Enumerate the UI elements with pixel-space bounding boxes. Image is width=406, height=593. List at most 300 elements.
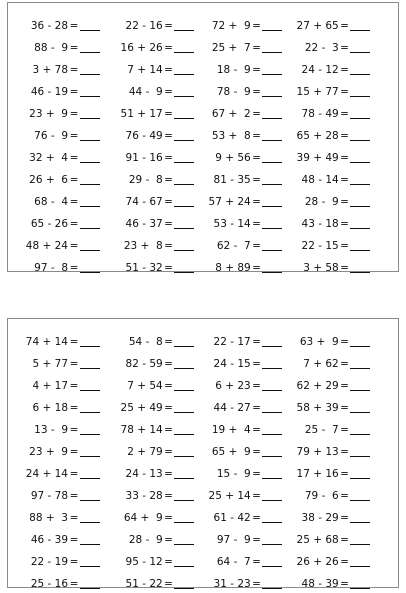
equals-sign: = (340, 262, 349, 274)
answer-blank[interactable] (174, 534, 194, 545)
answer-blank[interactable] (350, 512, 370, 523)
answer-blank[interactable] (174, 20, 194, 31)
answer-blank[interactable] (174, 578, 194, 589)
answer-blank[interactable] (262, 424, 282, 435)
answer-blank[interactable] (262, 358, 282, 369)
equals-sign: = (69, 64, 79, 76)
equals-sign: = (164, 336, 173, 348)
exercise-expression: 74 - 67 (125, 196, 163, 208)
exercise-item (106, 549, 194, 571)
answer-blank[interactable] (174, 174, 194, 185)
answer-blank[interactable] (262, 20, 282, 31)
exercise-item (282, 571, 370, 593)
exercise-item (10, 417, 106, 439)
answer-blank[interactable] (262, 152, 282, 163)
exercise-expression: 3 + 58 (303, 262, 339, 274)
exercise-expression: 22 - 16 (125, 20, 163, 32)
exercise-item (10, 101, 106, 123)
equals-sign: = (252, 64, 261, 76)
answer-blank[interactable] (350, 490, 370, 501)
exercise-expression: 4 + 17 (32, 380, 68, 392)
exercise-expression: 68 - 4 (34, 196, 68, 208)
exercise-grid (8, 13, 400, 277)
exercise-expression: 36 - 28 (30, 20, 68, 32)
answer-blank[interactable] (174, 240, 194, 251)
equals-sign: = (340, 446, 349, 458)
answer-blank[interactable] (80, 262, 100, 273)
exercise-item (282, 527, 370, 549)
answer-blank[interactable] (350, 86, 370, 97)
equals-sign: = (252, 20, 261, 32)
answer-blank[interactable] (262, 468, 282, 479)
equals-sign: = (69, 108, 79, 120)
answer-blank[interactable] (262, 556, 282, 567)
exercise-expression: 53 + 8 (211, 130, 251, 142)
equals-sign: = (69, 556, 79, 568)
answer-blank[interactable] (80, 468, 100, 479)
exercise-expression: 79 + 13 (296, 446, 339, 458)
equals-sign: = (252, 174, 261, 186)
answer-blank[interactable] (262, 512, 282, 523)
answer-blank[interactable] (350, 64, 370, 75)
exercise-expression: 13 - 9 (34, 424, 68, 436)
equals-sign: = (252, 218, 261, 230)
answer-blank[interactable] (80, 152, 100, 163)
equals-sign: = (252, 556, 261, 568)
exercise-expression: 72 + 9 (211, 20, 251, 32)
answer-blank[interactable] (262, 218, 282, 229)
answer-blank[interactable] (80, 534, 100, 545)
answer-blank[interactable] (174, 446, 194, 457)
exercise-expression: 57 + 24 (208, 196, 251, 208)
exercise-expression: 15 + 77 (296, 86, 339, 98)
answer-blank[interactable] (174, 218, 194, 229)
equals-sign: = (340, 64, 349, 76)
exercise-expression: 97 - 9 (216, 534, 251, 546)
exercise-expression: 78 - 49 (301, 108, 339, 120)
exercise-item (10, 373, 106, 395)
equals-sign: = (252, 108, 261, 120)
exercise-item (10, 233, 106, 255)
answer-blank[interactable] (350, 174, 370, 185)
exercise-expression: 44 - 27 (213, 402, 251, 414)
equals-sign: = (69, 578, 79, 590)
equals-sign: = (69, 380, 79, 392)
exercise-item (106, 395, 194, 417)
answer-blank[interactable] (80, 402, 100, 413)
exercise-item (10, 483, 106, 505)
answer-blank[interactable] (80, 174, 100, 185)
exercise-expression: 64 + 9 (123, 512, 163, 524)
equals-sign: = (340, 578, 349, 590)
equals-sign: = (252, 402, 261, 414)
equals-sign: = (340, 556, 349, 568)
equals-sign: = (164, 218, 173, 230)
exercise-expression: 15 - 9 (216, 468, 251, 480)
exercise-item (194, 329, 282, 351)
exercise-expression: 8 + 89 (215, 262, 251, 274)
equals-sign: = (69, 468, 79, 480)
equals-sign: = (69, 424, 79, 436)
equals-sign: = (69, 196, 79, 208)
equals-sign: = (252, 240, 261, 252)
equals-sign: = (69, 446, 79, 458)
answer-blank[interactable] (174, 42, 194, 53)
exercise-item (10, 395, 106, 417)
answer-blank[interactable] (174, 556, 194, 567)
exercise-item (106, 571, 194, 593)
exercise-item (194, 211, 282, 233)
exercise-expression: 44 - 9 (128, 86, 163, 98)
exercise-item (106, 13, 194, 35)
answer-blank[interactable] (80, 424, 100, 435)
exercise-item (10, 255, 106, 277)
exercise-expression: 74 + 14 (25, 336, 68, 348)
exercise-item (10, 329, 106, 351)
exercise-item (106, 101, 194, 123)
equals-sign: = (252, 42, 261, 54)
exercise-item (194, 373, 282, 395)
exercise-item (106, 527, 194, 549)
equals-sign: = (164, 446, 173, 458)
exercise-item (10, 211, 106, 233)
exercise-expression: 76 - 49 (125, 130, 163, 142)
equals-sign: = (340, 86, 349, 98)
equals-sign: = (252, 358, 261, 370)
exercise-expression: 17 + 16 (296, 468, 339, 480)
equals-sign: = (252, 446, 261, 458)
exercise-expression: 23 + 9 (29, 108, 68, 120)
answer-blank[interactable] (350, 108, 370, 119)
equals-sign: = (164, 262, 173, 274)
answer-blank[interactable] (80, 64, 100, 75)
exercise-expression: 51 - 32 (125, 262, 163, 274)
exercise-item (10, 189, 106, 211)
exercise-expression: 6 + 23 (215, 380, 251, 392)
equals-sign: = (340, 512, 349, 524)
equals-sign: = (164, 556, 173, 568)
answer-blank[interactable] (174, 512, 194, 523)
answer-blank[interactable] (174, 152, 194, 163)
equals-sign: = (340, 240, 349, 252)
exercise-item (10, 461, 106, 483)
equals-sign: = (252, 336, 261, 348)
exercise-expression: 7 + 54 (127, 380, 163, 392)
exercise-expression: 6 + 18 (32, 402, 68, 414)
answer-blank[interactable] (350, 20, 370, 31)
exercise-expression: 48 - 14 (301, 174, 339, 186)
answer-blank[interactable] (80, 20, 100, 31)
equals-sign: = (164, 86, 173, 98)
exercise-item (106, 417, 194, 439)
equals-sign: = (340, 130, 349, 142)
answer-blank[interactable] (350, 218, 370, 229)
answer-blank[interactable] (174, 130, 194, 141)
exercise-item (282, 189, 370, 211)
answer-blank[interactable] (80, 336, 100, 347)
exercise-expression: 25 - 16 (30, 578, 68, 590)
exercise-item (10, 439, 106, 461)
answer-blank[interactable] (80, 446, 100, 457)
answer-blank[interactable] (174, 402, 194, 413)
answer-blank[interactable] (80, 512, 100, 523)
answer-blank[interactable] (350, 240, 370, 251)
exercise-expression: 31 - 23 (213, 578, 251, 590)
equals-sign: = (164, 534, 173, 546)
answer-blank[interactable] (174, 424, 194, 435)
exercise-item (10, 79, 106, 101)
answer-blank[interactable] (262, 240, 282, 251)
exercise-item (10, 351, 106, 373)
equals-sign: = (164, 130, 173, 142)
answer-blank[interactable] (350, 380, 370, 391)
exercise-expression: 97 - 8 (34, 262, 68, 274)
exercise-item (10, 13, 106, 35)
exercise-item (10, 571, 106, 593)
equals-sign: = (69, 490, 79, 502)
answer-blank[interactable] (262, 130, 282, 141)
equals-sign: = (252, 130, 261, 142)
equals-sign: = (164, 490, 173, 502)
answer-blank[interactable] (350, 402, 370, 413)
exercise-item (194, 527, 282, 549)
equals-sign: = (164, 64, 173, 76)
answer-blank[interactable] (174, 468, 194, 479)
exercise-expression: 24 - 13 (125, 468, 163, 480)
equals-sign: = (164, 152, 173, 164)
exercise-expression: 81 - 35 (213, 174, 251, 186)
answer-blank[interactable] (262, 108, 282, 119)
answer-blank[interactable] (350, 336, 370, 347)
answer-blank[interactable] (350, 196, 370, 207)
answer-blank[interactable] (174, 196, 194, 207)
answer-blank[interactable] (80, 578, 100, 589)
exercise-expression: 27 + 65 (296, 20, 339, 32)
exercise-item (106, 123, 194, 145)
exercise-item (194, 461, 282, 483)
exercise-expression: 22 - 3 (304, 42, 339, 54)
exercise-item (106, 189, 194, 211)
worksheet-panel-1 (7, 2, 399, 272)
exercise-expression: 28 - 9 (128, 534, 163, 546)
exercise-item (282, 351, 370, 373)
answer-blank[interactable] (262, 196, 282, 207)
answer-blank[interactable] (80, 218, 100, 229)
exercise-expression: 97 - 78 (30, 490, 68, 502)
exercise-item (106, 505, 194, 527)
exercise-item (282, 57, 370, 79)
equals-sign: = (69, 262, 79, 274)
answer-blank[interactable] (174, 64, 194, 75)
exercise-expression: 5 + 77 (32, 358, 68, 370)
answer-blank[interactable] (350, 446, 370, 457)
equals-sign: = (69, 402, 79, 414)
exercise-item (194, 123, 282, 145)
answer-blank[interactable] (350, 424, 370, 435)
equals-sign: = (69, 336, 79, 348)
exercise-expression: 65 + 9 (211, 446, 251, 458)
answer-blank[interactable] (80, 130, 100, 141)
exercise-expression: 62 - 7 (216, 240, 251, 252)
answer-blank[interactable] (350, 358, 370, 369)
answer-blank[interactable] (350, 262, 370, 273)
equals-sign: = (69, 240, 79, 252)
exercise-item (194, 57, 282, 79)
exercise-expression: 22 - 15 (301, 240, 339, 252)
answer-blank[interactable] (350, 130, 370, 141)
exercise-expression: 65 + 28 (296, 130, 339, 142)
answer-blank[interactable] (262, 402, 282, 413)
exercise-item (10, 527, 106, 549)
exercise-expression: 2 + 79 (127, 446, 163, 458)
answer-blank[interactable] (262, 534, 282, 545)
exercise-item (194, 255, 282, 277)
exercise-expression: 82 - 59 (125, 358, 163, 370)
exercise-expression: 32 + 4 (29, 152, 68, 164)
answer-blank[interactable] (80, 358, 100, 369)
answer-blank[interactable] (174, 262, 194, 273)
equals-sign: = (164, 468, 173, 480)
exercise-expression: 19 + 4 (211, 424, 251, 436)
answer-blank[interactable] (80, 42, 100, 53)
exercise-expression: 25 + 49 (120, 402, 163, 414)
exercise-expression: 25 - 7 (304, 424, 339, 436)
answer-blank[interactable] (350, 152, 370, 163)
equals-sign: = (69, 512, 79, 524)
exercise-item (106, 233, 194, 255)
answer-blank[interactable] (80, 196, 100, 207)
answer-blank[interactable] (80, 490, 100, 501)
answer-blank[interactable] (262, 578, 282, 589)
exercise-expression: 51 - 22 (125, 578, 163, 590)
equals-sign: = (164, 42, 173, 54)
exercise-expression: 95 - 12 (125, 556, 163, 568)
exercise-item (106, 57, 194, 79)
exercise-item (106, 79, 194, 101)
equals-sign: = (252, 534, 261, 546)
answer-blank[interactable] (262, 446, 282, 457)
answer-blank[interactable] (350, 468, 370, 479)
equals-sign: = (340, 196, 349, 208)
exercise-item (282, 233, 370, 255)
exercise-expression: 46 - 19 (30, 86, 68, 98)
exercise-expression: 91 - 16 (125, 152, 163, 164)
exercise-item (194, 395, 282, 417)
equals-sign: = (69, 152, 79, 164)
answer-blank[interactable] (262, 336, 282, 347)
answer-blank[interactable] (174, 490, 194, 501)
answer-blank[interactable] (262, 174, 282, 185)
equals-sign: = (164, 108, 173, 120)
equals-sign: = (164, 20, 173, 32)
answer-blank[interactable] (80, 556, 100, 567)
exercise-expression: 76 - 9 (34, 130, 68, 142)
exercise-item (106, 351, 194, 373)
exercise-item (194, 101, 282, 123)
exercise-item (282, 417, 370, 439)
exercise-expression: 22 - 17 (213, 336, 251, 348)
exercise-expression: 46 - 39 (30, 534, 68, 546)
exercise-item (194, 145, 282, 167)
exercise-expression: 61 - 42 (213, 512, 251, 524)
equals-sign: = (340, 402, 349, 414)
exercise-expression: 24 + 14 (25, 468, 68, 480)
answer-blank[interactable] (350, 534, 370, 545)
answer-blank[interactable] (262, 262, 282, 273)
answer-blank[interactable] (262, 42, 282, 53)
exercise-item (106, 373, 194, 395)
exercise-item (282, 211, 370, 233)
answer-blank[interactable] (174, 358, 194, 369)
exercise-expression: 24 - 12 (301, 64, 339, 76)
equals-sign: = (69, 20, 79, 32)
exercise-expression: 23 + 9 (29, 446, 68, 458)
exercise-expression: 39 + 49 (296, 152, 339, 164)
answer-blank[interactable] (262, 86, 282, 97)
equals-sign: = (164, 402, 173, 414)
equals-sign: = (252, 490, 261, 502)
exercise-expression: 79 - 6 (304, 490, 339, 502)
exercise-item (194, 167, 282, 189)
answer-blank[interactable] (350, 42, 370, 53)
exercise-item (106, 145, 194, 167)
answer-blank[interactable] (262, 64, 282, 75)
equals-sign: = (164, 512, 173, 524)
exercise-item (282, 461, 370, 483)
answer-blank[interactable] (350, 578, 370, 589)
answer-blank[interactable] (80, 240, 100, 251)
answer-blank[interactable] (80, 86, 100, 97)
exercise-expression: 48 - 39 (301, 578, 339, 590)
exercise-item (106, 461, 194, 483)
equals-sign: = (69, 358, 79, 370)
exercise-expression: 67 + 2 (211, 108, 251, 120)
answer-blank[interactable] (174, 336, 194, 347)
equals-sign: = (340, 336, 349, 348)
equals-sign: = (252, 512, 261, 524)
exercise-expression: 78 - 9 (216, 86, 251, 98)
exercise-expression: 88 + 3 (29, 512, 68, 524)
equals-sign: = (252, 86, 261, 98)
answer-blank[interactable] (174, 108, 194, 119)
equals-sign: = (340, 490, 349, 502)
equals-sign: = (340, 152, 349, 164)
equals-sign: = (252, 380, 261, 392)
answer-blank[interactable] (80, 380, 100, 391)
exercise-item (106, 167, 194, 189)
exercise-item (282, 255, 370, 277)
exercise-expression: 24 - 15 (213, 358, 251, 370)
answer-blank[interactable] (262, 380, 282, 391)
exercise-item (106, 211, 194, 233)
exercise-item (282, 439, 370, 461)
exercise-item (194, 439, 282, 461)
exercise-expression: 65 - 26 (30, 218, 68, 230)
equals-sign: = (340, 380, 349, 392)
answer-blank[interactable] (174, 380, 194, 391)
exercise-expression: 28 - 9 (304, 196, 339, 208)
exercise-expression: 33 - 28 (125, 490, 163, 502)
equals-sign: = (164, 380, 173, 392)
answer-blank[interactable] (350, 556, 370, 567)
answer-blank[interactable] (174, 86, 194, 97)
answer-blank[interactable] (262, 490, 282, 501)
exercise-item (194, 189, 282, 211)
exercise-item (106, 35, 194, 57)
exercise-item (282, 79, 370, 101)
answer-blank[interactable] (80, 108, 100, 119)
exercise-item (10, 505, 106, 527)
